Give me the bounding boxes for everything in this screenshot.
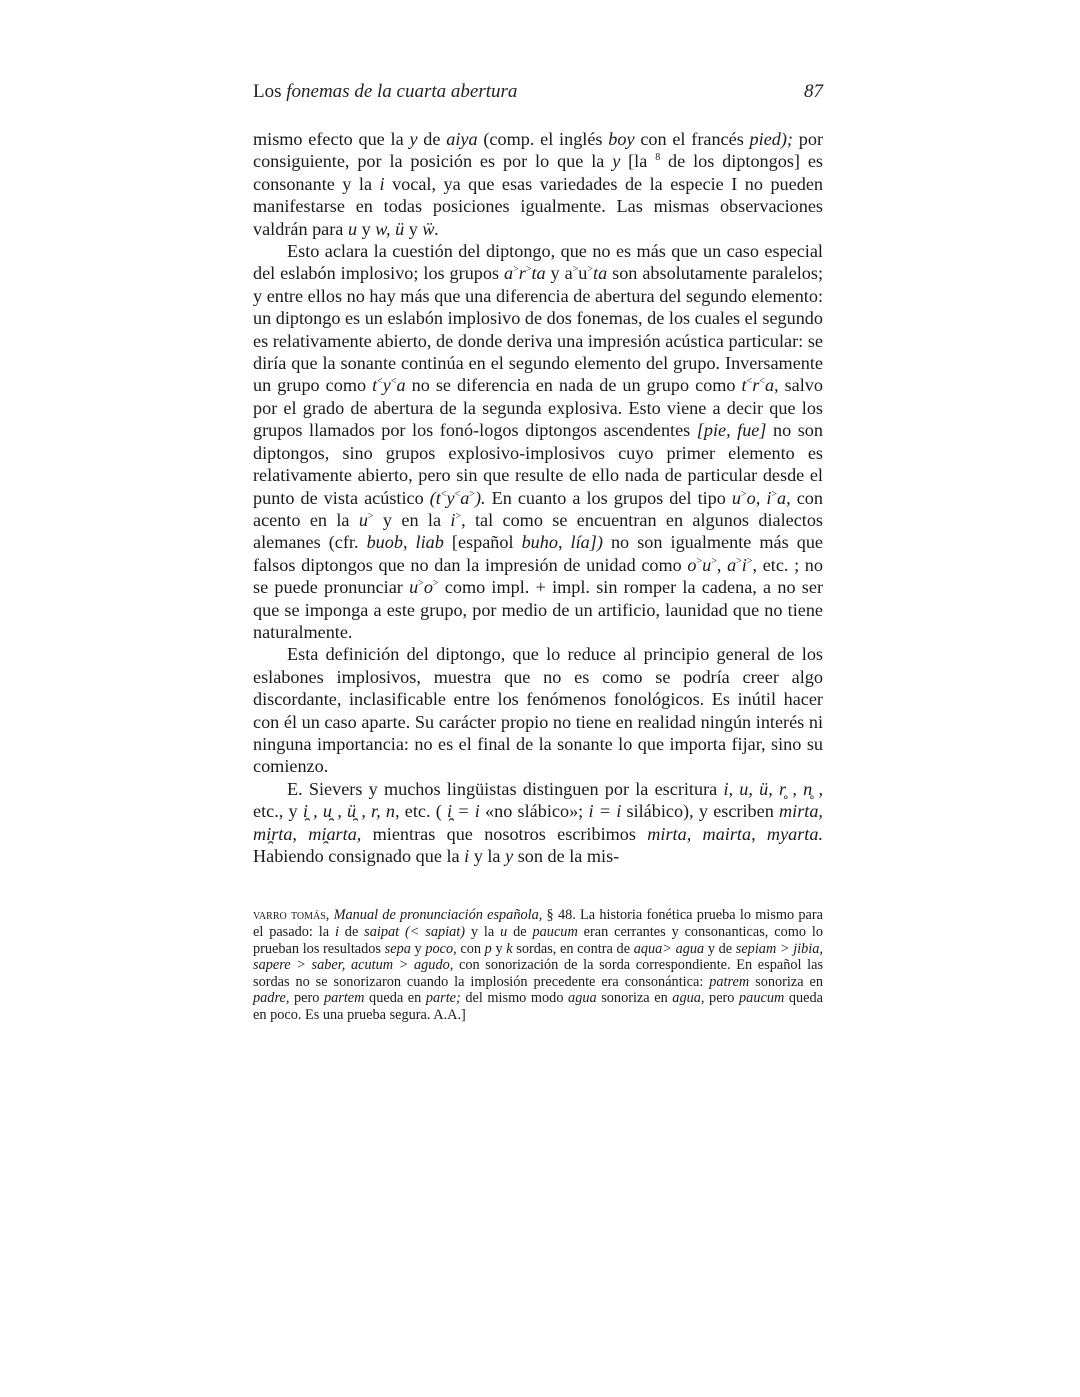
page-number: 87 [804, 81, 823, 102]
paragraph: E. Sievers y muchos lingüistas distinguen por la escritura i, u, ü, r̥ , n̥ , etc., y i̯ , u̯ , ü̯ , r, n, etc. ( i̯ = i «no slábico»; i = i silábico), y escriben mirta, mi̯rta, mi̯arta, mientras que nosotros escribimos mirta, mairta, myarta. Habiendo consignado que la i y la y son de la mis- [253, 778, 824, 866]
paragraph: Esta definición del diptongo, que lo reduce al principio general de los eslabones implosivos, muestra que no es como se podría creer algo discordante, inclasificable entre los fenómenos fonológicos. Es inútil hacer con él un caso aparte. Su carácter propio no tiene en realidad ningún interés ni ninguna importancia: no es el final de la sonante lo que importa fijar, sino su comienzo. [253, 644, 823, 777]
chapter-title-prefix: Los [253, 81, 282, 102]
footnote [253, 907, 823, 1023]
paragraph: mismo efecto que la y de aiya (comp. el inglés boy con el francés pied); por consiguiente, por la posición es por lo que la y [la $^8$ de los diptongos] es consonante y la i vocal, ya que esas variedades de la especie I no pueden manifestarse en todas posiciones igualmente. Las mismas observaciones valdrán para u y w, ü y ẅ. [253, 129, 824, 239]
body-text [253, 128, 823, 867]
footnote-text: varro tomás, Manual de pronunciación española, § 48. La historia fonética prueba lo mismo para el pasado: la i de saipat (< sapiat) y la u de paucum eran cerrantes y consonanticas, como lo prueban los resultados sepa y poco, con p y k sordas, en contra de aqua> agua y de sepiam > jibia, sapere > saber, acutum > agudo, con sonorización de la sorda correspondiente. En español las sordas no se sonorizaron cuando la implosión precedente era consonántica: patrem sonoriza en padre, pero partem queda en parte; del mismo modo agua sonoriza en agua, pero paucum queda en poco. Es una prueba segura. A.A.] [253, 907, 824, 1023]
paragraph: Esto aclara la cuestión del diptongo, que no es más que un caso especial del eslabón implosivo; los grupos a>r>ta y a>u>ta son absolutamente paralelos; y entre ellos no hay más que una diferencia de abertura del segundo elemento: un diptongo es un eslabón implosivo de dos fonemas, de los cuales el segundo es relativamente abierto, de donde deriva una impresión acústica particular: se diría que la sonante continúa en el segundo elemento del grupo. Inversamente un grupo como t<y<a no se diferencia en nada de un grupo como t<r<a, salvo por el grado de abertura de la segunda explosiva. Esto viene a decir que los grupos llamados por los fonó-logos diptongos ascendentes [pie, fue] no son diptongos, sino grupos explosivo-implosivos cuyo primer elemento es relativamente abierto, pero sin que resulte de ello nada de particular desde el punto de vista acústico (t<y<a>). En cuanto a los grupos del tipo u>o, i>a, con acento en la u> y en la i>, tal como se encuentran en algunos dialectos alemanes (cfr. buob, liab [español buho, lía]) no son igualmente más que falsos diptongos que no dan la impresión de unidad como o>u>, a>i>, etc. ; no se puede pronunciar u>o> como impl. + impl. sin romper la cadena, a no ser que se imponga a este grupo, por medio de un artificio, launidad que no tiene naturalmente. [253, 241, 824, 642]
chapter-title-italic: fonemas de la cuarta abertura [286, 81, 518, 102]
book-page [253, 80, 823, 1024]
running-head [253, 80, 823, 104]
chapter-title [253, 80, 517, 104]
